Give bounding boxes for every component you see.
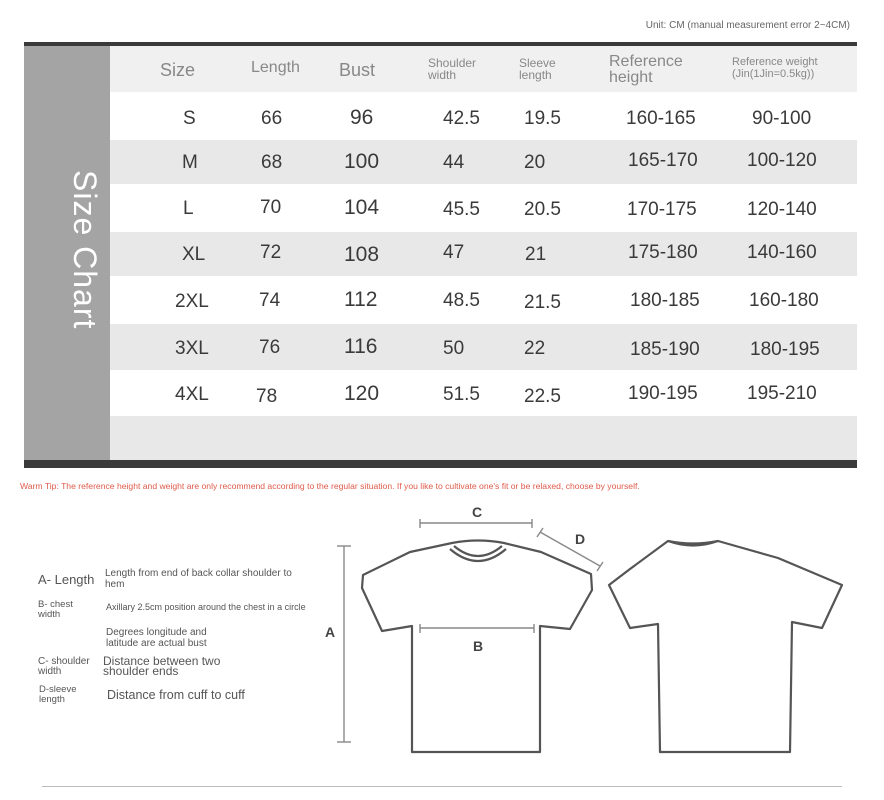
cell-bust: 120 bbox=[344, 382, 380, 405]
header-shoulder: Shoulder width bbox=[428, 56, 477, 82]
legend-a-desc: Length from end of back collar shoulder to hem bbox=[105, 568, 292, 590]
cell-height: 160-165 bbox=[626, 108, 696, 129]
legend-b-desc2: Degrees longitude and latitude are actual bust bbox=[106, 627, 207, 649]
cell-shoulder: 45.5 bbox=[443, 199, 480, 220]
cell-weight: 160-180 bbox=[749, 290, 819, 311]
table-row bbox=[110, 324, 857, 370]
header-length: Length bbox=[251, 59, 300, 76]
legend-d-desc: Distance from cuff to cuff bbox=[107, 688, 245, 702]
legend-c-desc: Distance between two shoulder ends bbox=[103, 654, 221, 679]
cell-size: 3XL bbox=[175, 338, 209, 359]
bottom-rule bbox=[24, 460, 857, 468]
header-size: Size bbox=[160, 60, 196, 80]
table-header bbox=[110, 46, 857, 92]
table-row bbox=[110, 140, 857, 184]
cell-length: 70 bbox=[260, 197, 282, 218]
cell-height: 170-175 bbox=[627, 199, 697, 220]
label-c: C bbox=[472, 504, 483, 520]
cell-bust: 112 bbox=[344, 288, 378, 311]
cell-weight: 120-140 bbox=[747, 199, 817, 220]
table-row-empty bbox=[110, 416, 857, 460]
cell-size: S bbox=[183, 108, 196, 129]
cell-size: 2XL bbox=[175, 291, 209, 312]
tshirt-diagram bbox=[320, 495, 860, 765]
cell-shoulder: 48.5 bbox=[443, 290, 480, 311]
cell-shoulder: 47 bbox=[443, 242, 465, 263]
cell-weight: 140-160 bbox=[747, 242, 817, 263]
header-sleeve: Sleeve length bbox=[519, 56, 556, 82]
legend-d-term: D-sleeve length bbox=[39, 684, 77, 705]
table-row bbox=[110, 232, 857, 276]
table-row bbox=[110, 370, 857, 416]
cell-sleeve: 21 bbox=[525, 244, 547, 265]
cell-length: 74 bbox=[259, 290, 281, 311]
cell-bust: 96 bbox=[350, 106, 374, 129]
cell-sleeve: 22.5 bbox=[524, 386, 561, 407]
header-bust: Bust bbox=[339, 60, 376, 80]
cell-sleeve: 22 bbox=[524, 338, 546, 359]
header-weight: Reference weight (Jin(1Jin=0.5kg)) bbox=[732, 56, 818, 80]
cell-weight: 180-195 bbox=[750, 339, 820, 360]
cell-weight: 100-120 bbox=[747, 150, 817, 171]
cell-bust: 104 bbox=[344, 196, 380, 219]
cell-size: L bbox=[183, 198, 194, 219]
unit-note: Unit: CM (manual measurement error 2~4CM) bbox=[645, 20, 850, 31]
cell-height: 175-180 bbox=[628, 242, 698, 263]
cell-length: 68 bbox=[261, 152, 283, 173]
cell-length: 66 bbox=[261, 108, 283, 129]
cell-bust: 100 bbox=[344, 150, 380, 173]
cell-length: 76 bbox=[259, 337, 281, 358]
cell-length: 78 bbox=[256, 386, 278, 407]
size-chart-title: Size Chart bbox=[67, 170, 103, 330]
cell-shoulder: 50 bbox=[443, 338, 465, 359]
cell-shoulder: 44 bbox=[443, 152, 465, 173]
cell-length: 72 bbox=[260, 242, 282, 263]
footer-divider bbox=[42, 786, 842, 787]
cell-bust: 116 bbox=[344, 335, 378, 358]
cell-sleeve: 21.5 bbox=[524, 292, 561, 313]
side-panel bbox=[24, 46, 110, 460]
cell-height: 185-190 bbox=[630, 339, 700, 360]
cell-weight: 90-100 bbox=[752, 108, 812, 129]
cell-shoulder: 42.5 bbox=[443, 108, 480, 129]
table-row bbox=[110, 96, 857, 140]
legend-b-desc1: Axillary 2.5cm position around the chest in a circle bbox=[106, 602, 306, 612]
cell-shoulder: 51.5 bbox=[443, 384, 480, 405]
label-a: A bbox=[325, 624, 336, 640]
cell-height: 190-195 bbox=[628, 383, 698, 404]
header-height: Reference height bbox=[609, 53, 683, 86]
cell-size: XL bbox=[182, 244, 206, 265]
legend-a-term: A- Length bbox=[38, 572, 95, 587]
table-row bbox=[110, 184, 857, 232]
tshirt-back-icon bbox=[609, 541, 842, 752]
cell-size: M bbox=[182, 152, 198, 173]
cell-sleeve: 20 bbox=[524, 152, 546, 173]
legend-b-term: B- chest width bbox=[38, 599, 73, 620]
warm-tip: Warm Tip: The reference height and weight are only recommend according to the regular situation. If you like to cultivate one's fit or be relaxed, choose by yourself. bbox=[20, 481, 640, 491]
cell-weight: 195-210 bbox=[747, 383, 817, 404]
cell-sleeve: 20.5 bbox=[524, 199, 561, 220]
legend-c-term: C- shoulder width bbox=[38, 656, 90, 677]
table-row bbox=[110, 276, 857, 324]
label-d: D bbox=[575, 531, 586, 547]
size-chart bbox=[24, 42, 857, 468]
measurement-legend bbox=[38, 565, 338, 715]
cell-sleeve: 19.5 bbox=[524, 108, 561, 129]
cell-size: 4XL bbox=[175, 384, 209, 405]
cell-height: 165-170 bbox=[628, 150, 698, 171]
cell-bust: 108 bbox=[344, 243, 380, 266]
label-b: B bbox=[473, 638, 484, 654]
cell-height: 180-185 bbox=[630, 290, 700, 311]
